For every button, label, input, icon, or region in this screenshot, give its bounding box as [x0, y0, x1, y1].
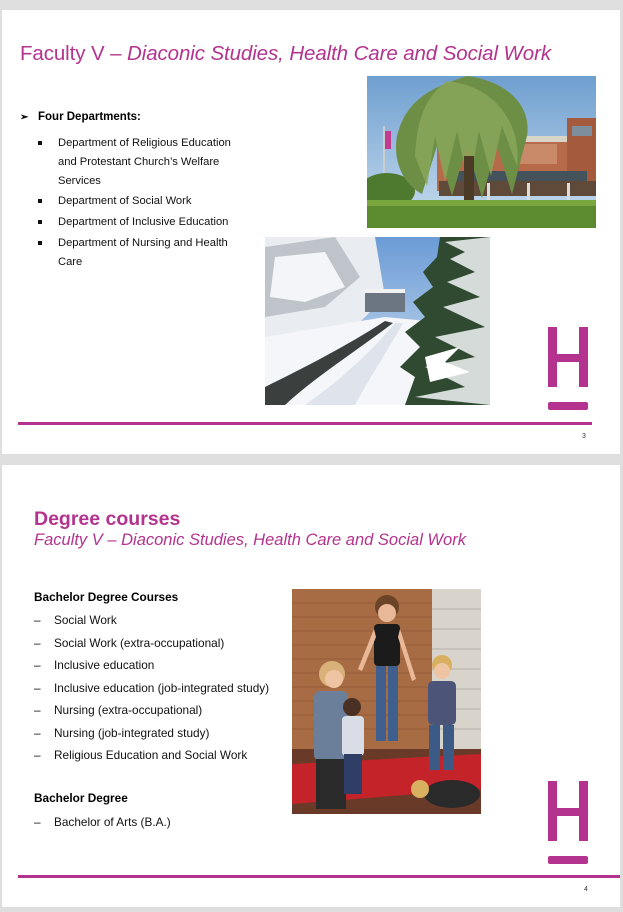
department-religious-education: Department of Religious Education and Protestant Church’s Welfare Services [58, 137, 231, 187]
course-name: Religious Education and Social Work [54, 748, 248, 762]
slide-4 [2, 465, 620, 907]
slide-title [20, 42, 551, 66]
dash-bullet-icon: – [34, 635, 41, 650]
university-h-logo-icon [546, 327, 590, 412]
bachelor-courses-list [34, 611, 269, 769]
departments-heading [20, 111, 141, 123]
slide-3 [2, 10, 620, 454]
bachelor-courses-heading: Bachelor Degree Courses [34, 590, 179, 604]
winter-campus-photo [265, 237, 490, 405]
course-name: Nursing (extra-occupational) [54, 703, 203, 717]
list-item [34, 813, 171, 836]
course-name: Social Work (extra-occupational) [54, 635, 225, 650]
title-faculty-name: Diaconic Studies, Health Care and Social Work [127, 42, 551, 65]
course-name: Nursing (job-integrated study) [54, 725, 210, 740]
dash-bullet-icon: – [34, 680, 41, 695]
bachelor-degree-list [34, 813, 171, 836]
list-item [38, 134, 248, 190]
course-name: Inclusive education [54, 658, 155, 672]
list-item [34, 634, 269, 657]
department-social-work: Department of Social Work [58, 195, 192, 208]
title-prefix: Faculty V – [20, 42, 128, 65]
dash-bullet-icon: – [34, 725, 41, 740]
list-item [38, 192, 248, 211]
list-item [34, 656, 269, 679]
department-nursing: Department of Nursing and Health Care [58, 236, 228, 268]
department-inclusive-education: Department of Inclusive Education [58, 216, 229, 229]
university-h-logo-icon [546, 781, 590, 866]
degree-name: Bachelor of Arts (B.A.) [54, 815, 171, 829]
footer-divider [18, 422, 592, 425]
list-item [38, 234, 248, 272]
arrow-bullet-icon: ➢ [20, 112, 29, 123]
list-item [34, 724, 269, 747]
course-name: Inclusive education (job-integrated study) [54, 680, 270, 695]
slide-title: Degree courses [34, 508, 181, 530]
bachelor-degree-heading: Bachelor Degree [34, 791, 128, 805]
dash-bullet-icon: – [34, 748, 41, 762]
list-item [34, 746, 269, 769]
campus-building-image [367, 76, 596, 228]
page-number: 4 [584, 886, 588, 893]
departments-heading-text: Four Departments: [38, 111, 141, 123]
square-bullet-icon [38, 141, 42, 145]
departments-list [38, 134, 248, 274]
list-item [34, 701, 269, 724]
winter-campus-image [265, 237, 490, 405]
dash-bullet-icon: – [34, 613, 41, 627]
slide-subtitle: Faculty V – Diaconic Studies, Health Care and Social Work [34, 531, 466, 549]
students-gym-photo [292, 589, 481, 814]
square-bullet-icon [38, 220, 42, 224]
list-item [38, 213, 248, 232]
dash-bullet-icon: – [34, 658, 41, 672]
students-gym-image [292, 589, 481, 814]
square-bullet-icon [38, 199, 42, 203]
dash-bullet-icon: – [34, 703, 41, 717]
course-name: Social Work [54, 613, 117, 627]
square-bullet-icon [38, 241, 42, 245]
page-number: 3 [582, 433, 586, 440]
campus-building-photo [367, 76, 596, 228]
dash-bullet-icon: – [34, 815, 41, 829]
list-item [34, 679, 269, 702]
footer-divider [18, 875, 620, 878]
list-item [34, 611, 269, 634]
